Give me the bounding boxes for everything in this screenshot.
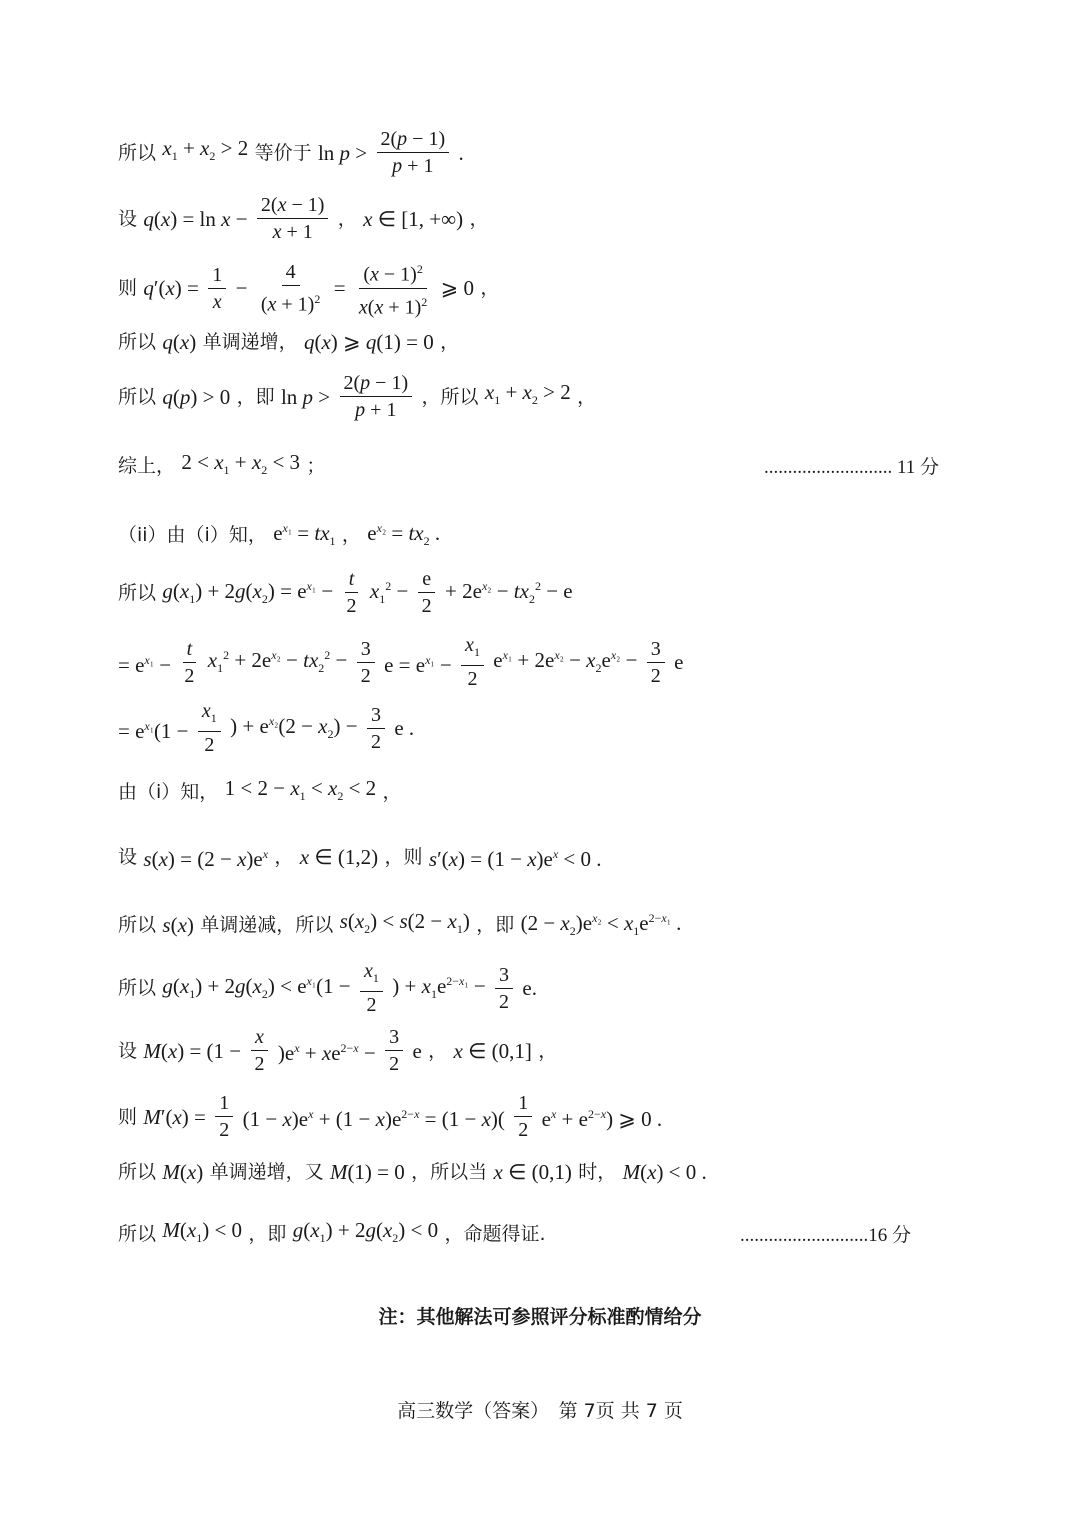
score-11: ........................... 11 分 — [764, 457, 940, 478]
grading-note: 注：其他解法可参照评分标准酌情给分 — [378, 1306, 702, 1328]
solution-line: 则 M′(x) = $\frac{1}{2}$ $(1 - x)e^x + (1 - x)e^{2-x} = (1 - x)$( $\frac{1}{2}$ $e^x + e^{2-x}$) ⩾ 0 . — [118, 1092, 663, 1141]
solution-line: 设 M(x) = (1 − $\frac{x}{2}$ )$e^x + xe^{2-x}$ − $\frac{3}{2}$ e ， x ∈ (0,1] ， — [118, 1026, 558, 1075]
solution-line: = $e^{x_1}(1$ − $\frac{x_1}{2}$ ) + $e^{x_2}(2 - x_2)$ − $\frac{3}{2}$ e . — [118, 700, 415, 756]
solution-line: 所以 q(x) 单调递增， q(x) ⩾ q(1) = 0 ， — [118, 329, 460, 354]
solution-line: 所以 s(x) 单调递减，所以 $s(x_2) < s(2 - x_1)$ ，即 $(2 - x_2)e^{x_2} < x_1e^{2-x_1}$ . — [118, 908, 682, 939]
solution-line: = $e^{x_1}$ − $\frac{t}{2}$ $x_1^2 + 2e^{x_2} - tx_2^2$ − $\frac{3}{2}$ $e = e^{x_1}$ − $\frac{x_1}{2}$ $e^{x_1} + 2e^{x_2} - x_2e^{x_2}$ − $\frac{3}{2}$ e — [118, 634, 684, 690]
solution-line: 由（i）知， $1 < 2 - x_1 < x_2 < 2$ ， — [118, 776, 402, 804]
page-footer: 高三数学（答案） 第 7页 共 7 页 — [397, 1400, 683, 1422]
score-16: ...........................16 分 — [740, 1225, 912, 1246]
solution-line: 所以 $g(x_1) + 2g(x_2) = e^{x_1}$ − $\frac{t}{2}$ $x_1^2$ − $\frac{e}{2}$ + $2e^{x_2} - tx_2^2 - e$ — [118, 568, 573, 617]
solution-line: 所以 $M(x_1) < 0$ ，即 $g(x_1) + 2g(x_2) < 0$ ，命题得证. — [118, 1218, 546, 1246]
solution-line: 设 q(x) = ln x − $\frac{2(x - 1)}{x + 1}$ ， x ∈ [1, +∞) ， — [118, 194, 489, 243]
solution-line: 所以 $x_1 + x_2 > 2$ 等价于 ln p > $\frac{2(p - 1)}{p + 1}$ . — [118, 128, 464, 177]
solution-line: 所以 M(x) 单调递增，又 M(1) = 0 ，所以当 x ∈ (0,1) 时， M(x) < 0 . — [118, 1159, 707, 1184]
solution-line: 设 $s(x) = (2 - x)e^x$ ， x ∈ (1,2) ，则 $s'(x) = (1 - x)e^x < 0$ . — [118, 844, 602, 871]
solution-line: 综上， $2 < x_1 + x_2 < 3$ ； — [118, 450, 326, 478]
solution-line: 所以 q(p) > 0 ，即 ln p > $\frac{2(p - 1)}{p + 1}$ ，所以 $x_1 + x_2 > 2$ ， — [118, 372, 597, 421]
solution-line: 则 q′(x) = $\frac{1}{x}$ − $\frac{4}{(x + 1)^2}$ = $\frac{(x - 1)^2}{x(x + 1)^2}$ ⩾ 0 ， — [118, 258, 499, 318]
solution-line: 所以 $g(x_1) + 2g(x_2) < e^{x_1}(1$ − $\frac{x_1}{2}$ ) + $x_1e^{2-x_1}$ − $\frac{3}{2}$ e. — [118, 960, 537, 1016]
solution-line: （ii）由（i）知， $e^{x_1} = tx_1$ ， $e^{x_2} = tx_2$ . — [118, 521, 441, 549]
